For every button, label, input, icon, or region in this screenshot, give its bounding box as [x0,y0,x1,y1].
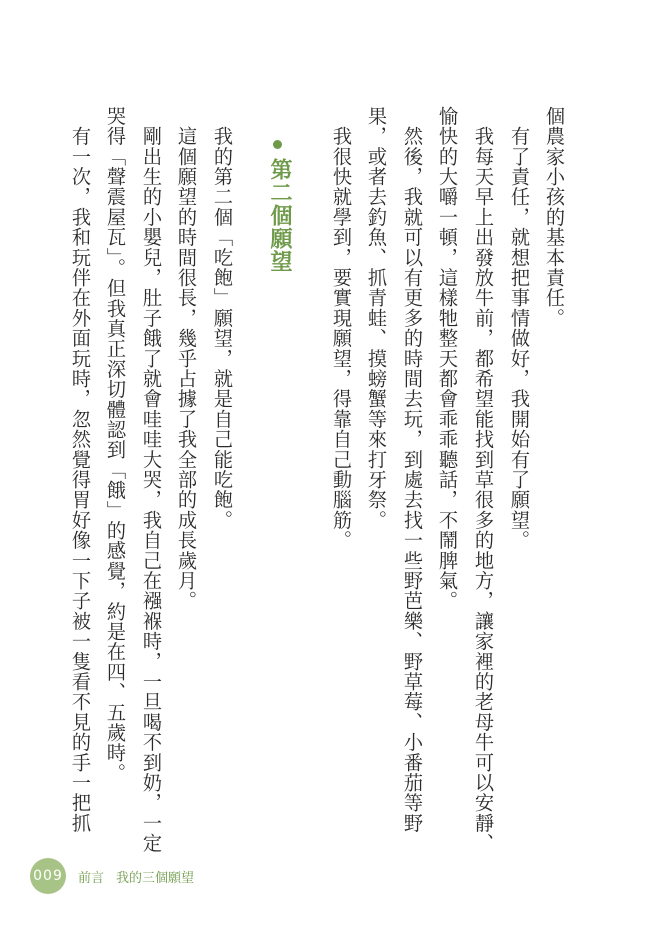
text-column-9: 這個願望的時間很長，幾乎占據了我全部的成長歲月。 [175,106,198,611]
text-column-6: 果，或者去釣魚、抓青蛙、摸螃蟹等來打牙祭。 [365,106,388,531]
section-heading: 第二個願望 [267,158,292,273]
text-column-4: 愉快的大嚼一頓，這樣牠整天都會乖乖聽話，不鬧脾氣。 [436,106,459,611]
text-column-5: 然後，我就可以有更多的時間去玩，到處去找一些野芭樂、野草莓、小番茄等野 [401,106,424,834]
text-column-12: 有一次，我和玩伴在外面玩時，忽然覺得胃好像一下子被一隻看不見的手一把抓 [69,106,92,834]
section-label: 前言 [78,870,105,886]
text-column-11: 哭得「聲震屋瓦」。但我真正深切體認到「餓」的感覺，約是在四、五歲時。 [104,106,127,784]
text-column-10: 剛出生的小嬰兒，肚子餓了就會哇哇大哭，我自己在襁褓時，一旦喝不到奶，一定 [140,106,163,854]
page-number: 009 [30,858,66,894]
text-column-2: 有了責任，就想把事情做好，我開始有了願望。 [508,106,531,551]
page-footer [30,858,194,894]
running-head [78,867,194,886]
text-column-3: 我每天早上出發放牛前，都希望能找到草很多的地方，讓家裡的老母牛可以安靜、 [472,106,495,854]
heading-bullet-icon [273,140,282,149]
text-column-7: 我很快就學到，要實現願望，得靠自己動腦筋。 [330,106,353,551]
chapter-title: 我的三個願望 [116,870,195,886]
text-column-1: 個農家小孩的基本責任。 [543,106,566,329]
text-column-8: 我的第二個「吃飽」願望，就是自己能吃飽。 [211,106,234,531]
